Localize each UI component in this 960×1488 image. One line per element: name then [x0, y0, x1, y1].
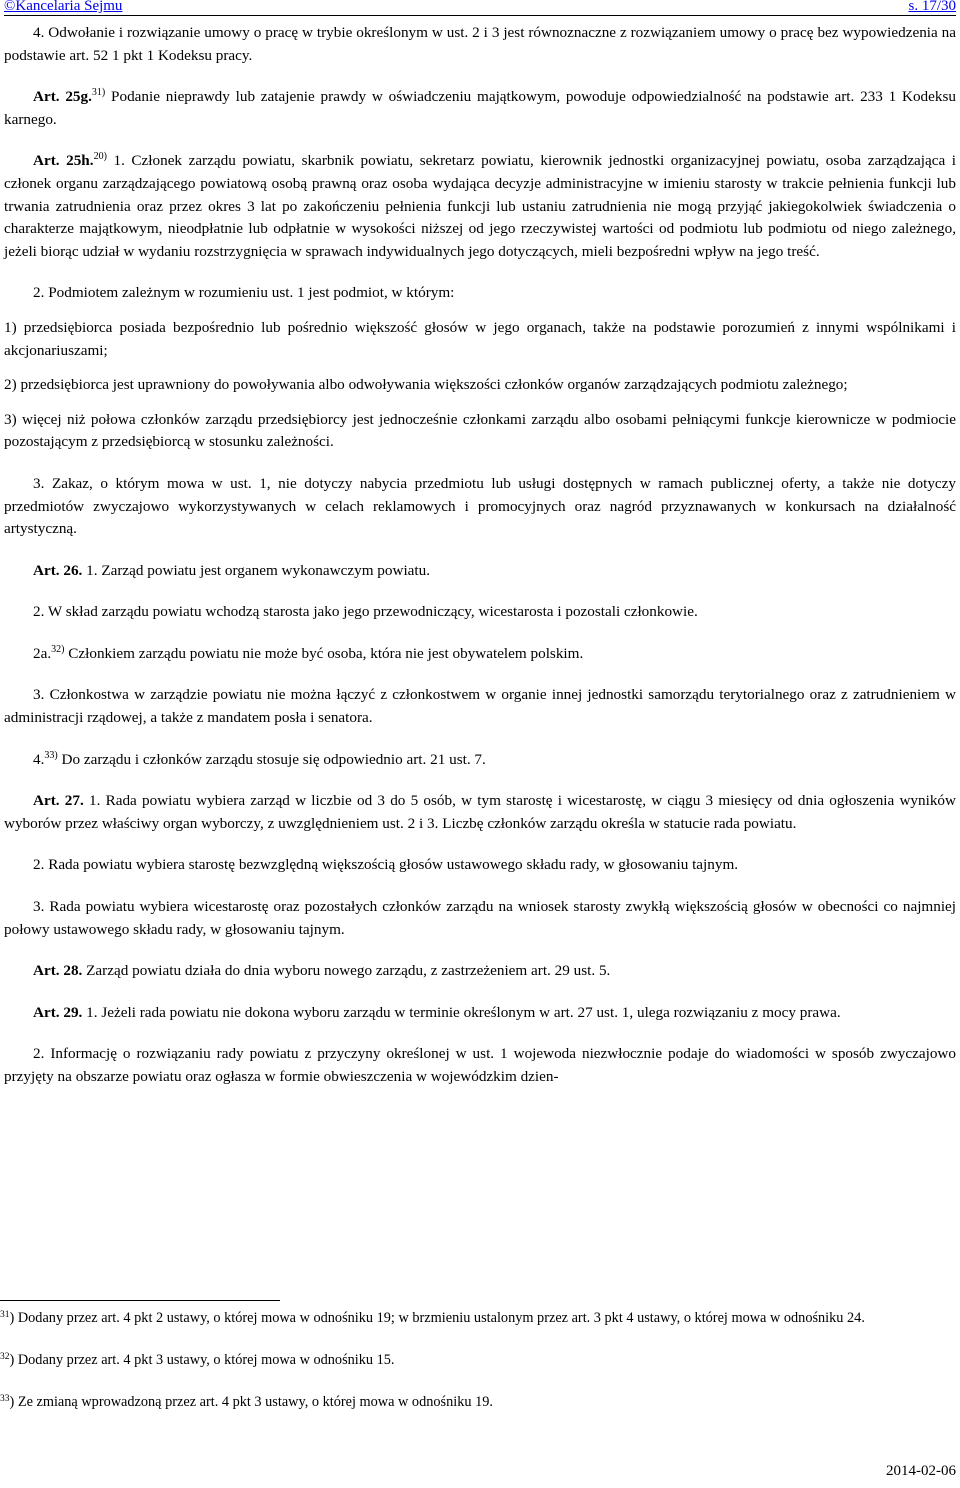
- article-text: 1. Członek zarządu powiatu, skarbnik powiatu, sekretarz powiatu, kierownik jednostki organizacyjnej powiatu, osoba zarządzająca i członek organu zarządzającego powiatową osobą prawną oraz osoba wydająca decyzje administracyjne w imieniu starosty w trakcie pełnienia funkcji lub trwania zatrudnienia oraz przez okres 3 lat po zakończeniu pełnienia funkcji lub ustaniu zatrudnienia nie mogą przyjąć jakiegokolwiek świadczenia o charakterze majątkowym, nieodpłatnie lub odpłatnie w wysokości niższej od jego rzeczywistej wartości od podmiotu lub podmiotu od niego zależnego, jeżeli biorąc udział w wydaniu rozstrzygnięcia w sprawach indywidualnych jego dotyczących, mieli bezpośredni wpływ na jego treść.: [4, 152, 957, 260]
- paragraph-dependent-entity: 2. Podmiotem zależnym w rozumieniu ust. 1 jest podmiot, w którym:: [33, 284, 455, 302]
- article-26-para-2a: [4, 643, 956, 666]
- paragraph-dismissal: 4. Odwołanie i rozwiązanie umowy o pracę w trybie określonym w ust. 2 i 3 jest równoznaczne z rozwiązaniem umowy o pracę bez wypowiedzenia na podstawie art. 52 1 pkt 1 Kodeksu pracy.: [4, 24, 956, 64]
- footnote-number: 33: [0, 1394, 10, 1404]
- article-text: Podanie nieprawdy lub zatajenie prawdy w oświadczeniu majątkowym, powoduje odpowiedzialność na podstawie art. 233 1 Kodeksu karnego.: [4, 88, 956, 128]
- page-header: [4, 0, 956, 16]
- article-text: Zarząd powiatu działa do dnia wyboru nowego zarządu, z zastrzeżeniem art. 29 ust. 5.: [86, 962, 611, 980]
- article-29: [4, 1002, 956, 1025]
- footnote-number: 31: [0, 1310, 10, 1320]
- document-page: [4, 0, 956, 1089]
- article-text: 1. Rada powiatu wybiera zarząd w liczbie od 3 do 5 osób, w tym starostę i wicestarostę, w ciągu 3 miesięcy od dnia ogłoszenia wyników wyborów przez właściwy organ wyborczy, z uwzględnieniem ust. 2 i 3. Liczbę członków zarządu określa w statucie rada powiatu.: [4, 792, 956, 832]
- list-item-1: 1) przedsiębiorca posiada bezpośrednio lub pośrednio większość głosów w jego organach, także na podstawie porozumień z innymi wspólnikami i akcjonariuszami;: [4, 318, 956, 359]
- article-27: [4, 790, 956, 835]
- list-item-2: 2) przedsiębiorca jest uprawniony do powoływania albo odwoływania większości członków organów zarządzających podmiotu zależnego;: [4, 376, 848, 394]
- article-25h: [4, 150, 956, 263]
- article-29-para-2: 2. Informację o rozwiązaniu rady powiatu z przyczyny określonej w ust. 1 wojewoda niezwłocznie podaje do wiadomości w sposób zwyczajowo przyjęty na obszarze powiatu oraz ogłasza w formie obwieszczenia w wojewódzkim dzien-: [4, 1045, 956, 1085]
- footnote-text: ) Dodany przez art. 4 pkt 2 ustawy, o której mowa w odnośniku 19; w brzmieniu ustalonym przez art. 3 pkt 4 ustawy, o której mowa w odnośniku 24.: [9, 1310, 865, 1326]
- article-label: Art. 25h.: [33, 152, 94, 170]
- article-text: 1. Jeżeli rada powiatu nie dokona wyboru zarządu w terminie określonym w art. 27 ust. 1, ulega rozwiązaniu z mocy prawa.: [86, 1003, 841, 1021]
- article-27-para-2: 2. Rada powiatu wybiera starostę bezwzględną większością głosów ustawowego składu rady, w głosowaniu tajnym.: [33, 856, 739, 874]
- para-text: Członkiem zarządu powiatu nie może być osoba, która nie jest obywatelem polskim.: [68, 644, 584, 662]
- footnote-31: [0, 1308, 952, 1329]
- footnote-ref[interactable]: 33): [44, 749, 58, 761]
- footnote-32: [0, 1350, 952, 1371]
- article-26: [4, 560, 956, 583]
- paragraph-prohibition: 3. Zakaz, o którym mowa w ust. 1, nie dotyczy nabycia przedmiotu lub usługi dostępnych w ramach publicznej oferty, a także nie dotyczy przedmiotów zwyczajowo wykorzystywanych w celach reklamowych i promocyjnych oraz nagród przyznawanych w konkursach na działalność artystyczną.: [4, 474, 956, 538]
- footnotes: [0, 1308, 952, 1413]
- footnote-text: ) Dodany przez art. 4 pkt 3 ustawy, o której mowa w odnośniku 15.: [9, 1352, 395, 1368]
- article-28: [4, 960, 956, 983]
- para-number: 2a.: [33, 644, 52, 662]
- para-text: Do zarządu i członków zarządu stosuje się odpowiednio art. 21 ust. 7.: [61, 750, 486, 768]
- article-26-para-4: [4, 749, 956, 772]
- article-27-para-3: 3. Rada powiatu wybiera wicestarostę oraz pozostałych członków zarządu na wniosek starosty zwykłą większością głosów w obecności co najmniej połowy ustawowego składu rady, w głosowaniu tajnym.: [4, 898, 956, 938]
- article-26-para-2: 2. W skład zarządu powiatu wchodzą starosta jako jego przewodniczący, wicestarosta i pozostali członkowie.: [33, 603, 698, 621]
- publisher-link[interactable]: ©Kancelaria Sejmu: [4, 0, 123, 14]
- article-25g: [4, 86, 956, 131]
- list-item-3: 3) więcej niż połowa członków zarządu przedsiębiorcy jest jednocześnie członkami zarządu albo osobami pełniącymi funkcje kierownicze w podmiocie pozostającym z przedsiębiorcą w stosunku zależności.: [4, 410, 956, 451]
- footnote-divider: [0, 1300, 280, 1301]
- article-label: Art. 28.: [33, 962, 83, 980]
- article-label: Art. 25g.: [33, 88, 92, 106]
- footnote-text: ) Ze zmianą wprowadzoną przez art. 4 pkt 3 ustawy, o której mowa w odnośniku 19.: [9, 1394, 493, 1410]
- article-label: Art. 26.: [33, 561, 83, 579]
- article-label: Art. 27.: [33, 792, 84, 810]
- footnote-ref[interactable]: 31): [91, 87, 106, 99]
- article-label: Art. 29.: [33, 1003, 83, 1021]
- page-date: 2014-02-06: [886, 1463, 956, 1479]
- footnote-33: [0, 1392, 952, 1413]
- article-26-para-3: 3. Członkostwa w zarządzie powiatu nie można łączyć z członkostwem w organie innej jednostki samorządu terytorialnego oraz z zatrudnieniem w administracji rządowej, a także z mandatem posła i senatora.: [4, 686, 956, 727]
- page-number-link[interactable]: s. 17/30: [908, 0, 956, 14]
- article-text: 1. Zarząd powiatu jest organem wykonawczym powiatu.: [86, 561, 431, 579]
- footnote-ref[interactable]: 20): [93, 151, 107, 163]
- footnote-number: 32: [0, 1352, 10, 1362]
- footnote-ref[interactable]: 32): [51, 643, 65, 655]
- para-number: 4.: [33, 750, 45, 768]
